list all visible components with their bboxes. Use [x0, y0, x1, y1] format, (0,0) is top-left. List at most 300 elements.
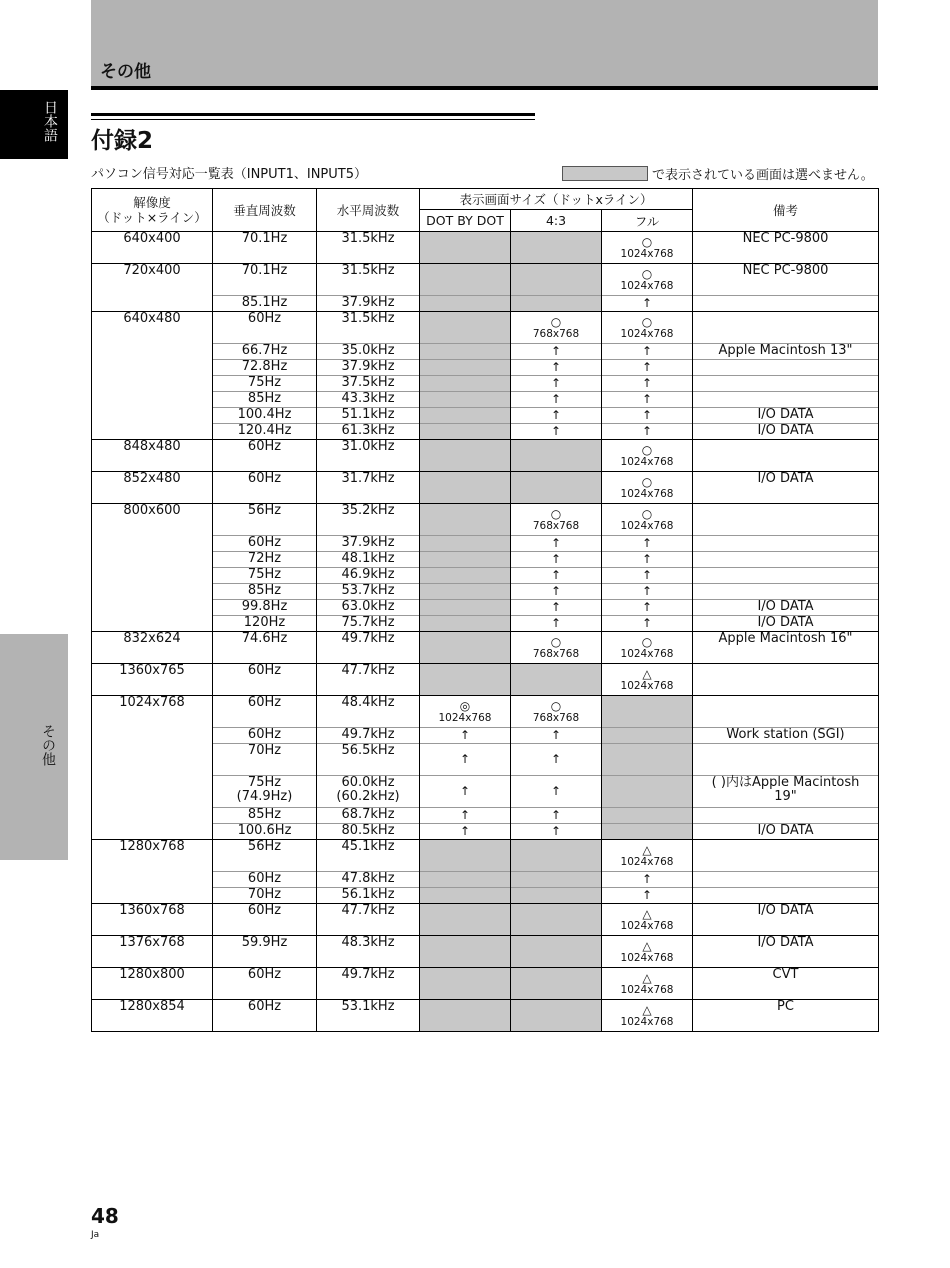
table-row	[92, 600, 879, 616]
cell-remarks	[693, 504, 879, 536]
table-row	[92, 232, 879, 264]
cell-ratio-4-3-mark: ○	[550, 698, 562, 713]
cell-full-mark: ↑	[641, 888, 653, 902]
table-row	[92, 472, 879, 504]
cell-ratio-4-3	[511, 936, 602, 968]
table-row	[92, 904, 879, 936]
cell-dot-by-dot	[420, 664, 511, 696]
table-row	[92, 824, 879, 840]
cell-resolution	[92, 600, 213, 616]
cell-ratio-4-3-resolution: 768x768	[532, 327, 580, 340]
cell-full	[602, 376, 693, 392]
cell-remarks: ( )内はApple Macintosh 19"	[693, 776, 879, 808]
cell-dot-by-dot	[420, 264, 511, 296]
cell-horizontal-frequency: 48.3kHz	[317, 936, 420, 968]
cell-ratio-4-3	[511, 968, 602, 1000]
cell-remarks	[693, 392, 879, 408]
cell-resolution: 1360x768	[92, 904, 213, 936]
cell-resolution: 852x480	[92, 472, 213, 504]
cell-horizontal-frequency: 35.2kHz	[317, 504, 420, 536]
cell-ratio-4-3	[511, 664, 602, 696]
page-number: 48	[91, 1204, 119, 1228]
cell-ratio-4-3-mark: ↑	[550, 728, 562, 742]
cell-full	[602, 808, 693, 824]
cell-full	[602, 968, 693, 1000]
table-row	[92, 776, 879, 808]
cell-dot-by-dot	[420, 568, 511, 584]
cell-full	[602, 824, 693, 840]
cell-vertical-frequency: 75Hz (74.9Hz)	[213, 776, 317, 808]
cell-ratio-4-3	[511, 776, 602, 808]
cell-full-mark: ↑	[641, 376, 653, 390]
table-row	[92, 568, 879, 584]
cell-dot-by-dot-mark: ↑	[459, 824, 471, 838]
table-body	[92, 232, 879, 1032]
cell-ratio-4-3-mark: ↑	[550, 784, 562, 798]
cell-horizontal-frequency: 75.7kHz	[317, 616, 420, 632]
cell-resolution: 1376x768	[92, 936, 213, 968]
cell-ratio-4-3-mark: ↑	[550, 824, 562, 838]
table-row	[92, 536, 879, 552]
cell-vertical-frequency: 60Hz	[213, 664, 317, 696]
cell-ratio-4-3-mark: ↑	[550, 568, 562, 582]
cell-vertical-frequency: 60Hz	[213, 904, 317, 936]
header-bar	[91, 0, 878, 86]
table-row	[92, 696, 879, 728]
cell-resolution	[92, 360, 213, 376]
cell-resolution	[92, 552, 213, 568]
cell-horizontal-frequency: 43.3kHz	[317, 392, 420, 408]
cell-resolution: 832x624	[92, 632, 213, 664]
cell-ratio-4-3-mark: ↑	[550, 392, 562, 406]
cell-vertical-frequency: 60Hz	[213, 312, 317, 344]
cell-dot-by-dot	[420, 824, 511, 840]
cell-full-resolution: 1024x768	[620, 455, 674, 468]
cell-ratio-4-3-mark: ↑	[550, 752, 562, 766]
cell-ratio-4-3	[511, 696, 602, 728]
cell-remarks	[693, 744, 879, 776]
cell-ratio-4-3-resolution: 768x768	[532, 711, 580, 724]
cell-resolution	[92, 872, 213, 888]
cell-full-mark: ○	[641, 234, 653, 249]
cell-ratio-4-3	[511, 392, 602, 408]
cell-remarks	[693, 568, 879, 584]
cell-remarks: PC	[693, 1000, 879, 1032]
cell-vertical-frequency: 70Hz	[213, 744, 317, 776]
cell-ratio-4-3-mark: ↑	[550, 584, 562, 598]
header-resolution: 解像度 （ドット×ライン）	[92, 189, 213, 232]
cell-full-mark: ↑	[641, 584, 653, 598]
table-row	[92, 584, 879, 600]
cell-ratio-4-3	[511, 360, 602, 376]
header-rule	[91, 86, 878, 90]
cell-ratio-4-3-mark: ○	[550, 634, 562, 649]
cell-full	[602, 872, 693, 888]
cell-ratio-4-3	[511, 840, 602, 872]
cell-remarks: I/O DATA	[693, 472, 879, 504]
cell-resolution: 1280x800	[92, 968, 213, 1000]
cell-dot-by-dot	[420, 808, 511, 824]
cell-full	[602, 344, 693, 360]
cell-remarks	[693, 696, 879, 728]
cell-full-resolution: 1024x768	[620, 519, 674, 532]
legend-swatch	[562, 166, 648, 181]
title-rule-thin	[91, 119, 535, 120]
cell-horizontal-frequency: 49.7kHz	[317, 728, 420, 744]
cell-full	[602, 408, 693, 424]
cell-full	[602, 536, 693, 552]
cell-horizontal-frequency: 37.9kHz	[317, 536, 420, 552]
cell-full	[602, 312, 693, 344]
cell-dot-by-dot	[420, 472, 511, 504]
cell-full-resolution: 1024x768	[620, 487, 674, 500]
cell-full-resolution: 1024x768	[620, 919, 674, 932]
cell-ratio-4-3-mark: ↑	[550, 616, 562, 630]
cell-vertical-frequency: 60Hz	[213, 696, 317, 728]
cell-horizontal-frequency: 47.8kHz	[317, 872, 420, 888]
cell-resolution: 1280x854	[92, 1000, 213, 1032]
cell-full	[602, 296, 693, 312]
cell-dot-by-dot	[420, 536, 511, 552]
cell-resolution: 1360x765	[92, 664, 213, 696]
cell-remarks: Apple Macintosh 13"	[693, 344, 879, 360]
cell-horizontal-frequency: 35.0kHz	[317, 344, 420, 360]
cell-remarks: I/O DATA	[693, 616, 879, 632]
cell-remarks	[693, 840, 879, 872]
cell-full-resolution: 1024x768	[620, 679, 674, 692]
cell-horizontal-frequency: 48.4kHz	[317, 696, 420, 728]
language-tab-label: 日本語	[42, 100, 58, 142]
cell-full-mark: ○	[641, 266, 653, 281]
cell-resolution: 1024x768	[92, 696, 213, 728]
cell-remarks	[693, 584, 879, 600]
cell-ratio-4-3	[511, 824, 602, 840]
cell-full-resolution: 1024x768	[620, 951, 674, 964]
cell-ratio-4-3	[511, 552, 602, 568]
legend-text: で表示されている画面は選べません。	[652, 168, 874, 183]
cell-vertical-frequency: 56Hz	[213, 504, 317, 536]
cell-full-mark: ○	[641, 442, 653, 457]
cell-resolution	[92, 584, 213, 600]
cell-full	[602, 904, 693, 936]
cell-ratio-4-3-mark: ↑	[550, 600, 562, 614]
page-language-code: Ja	[91, 1230, 100, 1240]
cell-remarks: I/O DATA	[693, 936, 879, 968]
cell-full-mark: ○	[641, 474, 653, 489]
cell-resolution: 720x400	[92, 264, 213, 296]
cell-ratio-4-3	[511, 568, 602, 584]
cell-horizontal-frequency: 31.5kHz	[317, 232, 420, 264]
cell-horizontal-frequency: 49.7kHz	[317, 632, 420, 664]
cell-remarks: I/O DATA	[693, 424, 879, 440]
cell-ratio-4-3	[511, 424, 602, 440]
cell-vertical-frequency: 75Hz	[213, 568, 317, 584]
cell-ratio-4-3	[511, 872, 602, 888]
cell-full	[602, 632, 693, 664]
cell-resolution	[92, 568, 213, 584]
cell-remarks: Apple Macintosh 16"	[693, 632, 879, 664]
cell-resolution	[92, 392, 213, 408]
cell-dot-by-dot-resolution: 1024x768	[438, 711, 492, 724]
table-row	[92, 936, 879, 968]
cell-dot-by-dot	[420, 392, 511, 408]
cell-ratio-4-3-resolution: 768x768	[532, 519, 580, 532]
cell-ratio-4-3	[511, 632, 602, 664]
cell-full-mark: ○	[641, 314, 653, 329]
cell-resolution	[92, 744, 213, 776]
cell-full-mark: ↑	[641, 568, 653, 582]
cell-horizontal-frequency: 37.5kHz	[317, 376, 420, 392]
cell-full-mark: ↑	[641, 408, 653, 422]
cell-vertical-frequency: 60Hz	[213, 872, 317, 888]
cell-ratio-4-3	[511, 584, 602, 600]
cell-dot-by-dot	[420, 888, 511, 904]
cell-horizontal-frequency: 31.5kHz	[317, 264, 420, 296]
table-row	[92, 392, 879, 408]
cell-remarks	[693, 296, 879, 312]
cell-vertical-frequency: 75Hz	[213, 376, 317, 392]
cell-vertical-frequency: 59.9Hz	[213, 936, 317, 968]
cell-ratio-4-3	[511, 904, 602, 936]
cell-horizontal-frequency: 63.0kHz	[317, 600, 420, 616]
cell-horizontal-frequency: 51.1kHz	[317, 408, 420, 424]
cell-full	[602, 888, 693, 904]
table-row	[92, 312, 879, 344]
cell-ratio-4-3	[511, 728, 602, 744]
cell-vertical-frequency: 120.4Hz	[213, 424, 317, 440]
cell-ratio-4-3-mark: ↑	[550, 376, 562, 390]
cell-ratio-4-3-mark: ↑	[550, 536, 562, 550]
cell-resolution	[92, 376, 213, 392]
cell-horizontal-frequency: 53.1kHz	[317, 1000, 420, 1032]
cell-resolution: 848x480	[92, 440, 213, 472]
title-rule	[91, 113, 535, 116]
cell-resolution	[92, 824, 213, 840]
cell-resolution	[92, 776, 213, 808]
cell-vertical-frequency: 74.6Hz	[213, 632, 317, 664]
cell-dot-by-dot	[420, 744, 511, 776]
cell-ratio-4-3	[511, 1000, 602, 1032]
cell-full-mark: △	[642, 666, 652, 681]
table-row	[92, 888, 879, 904]
cell-full	[602, 584, 693, 600]
cell-full	[602, 440, 693, 472]
cell-dot-by-dot	[420, 616, 511, 632]
cell-vertical-frequency: 85Hz	[213, 808, 317, 824]
language-tab	[0, 90, 68, 159]
cell-dot-by-dot	[420, 904, 511, 936]
cell-resolution	[92, 408, 213, 424]
cell-resolution	[92, 888, 213, 904]
table-row	[92, 264, 879, 296]
cell-ratio-4-3-mark: ↑	[550, 552, 562, 566]
cell-horizontal-frequency: 56.5kHz	[317, 744, 420, 776]
table-row	[92, 360, 879, 376]
cell-full	[602, 776, 693, 808]
cell-dot-by-dot	[420, 696, 511, 728]
cell-full-resolution: 1024x768	[620, 855, 674, 868]
cell-full	[602, 392, 693, 408]
cell-ratio-4-3	[511, 616, 602, 632]
table-row	[92, 616, 879, 632]
cell-ratio-4-3	[511, 232, 602, 264]
cell-dot-by-dot	[420, 872, 511, 888]
cell-ratio-4-3	[511, 808, 602, 824]
cell-vertical-frequency: 66.7Hz	[213, 344, 317, 360]
cell-remarks: I/O DATA	[693, 600, 879, 616]
cell-vertical-frequency: 72Hz	[213, 552, 317, 568]
cell-remarks	[693, 376, 879, 392]
cell-full-mark: △	[642, 970, 652, 985]
cell-full	[602, 728, 693, 744]
cell-full-mark: △	[642, 1002, 652, 1017]
section-tab-label: その他	[40, 724, 56, 766]
cell-dot-by-dot	[420, 968, 511, 1000]
cell-dot-by-dot	[420, 584, 511, 600]
cell-vertical-frequency: 85.1Hz	[213, 296, 317, 312]
cell-resolution	[92, 296, 213, 312]
cell-horizontal-frequency: 37.9kHz	[317, 360, 420, 376]
table-row	[92, 440, 879, 472]
cell-full-mark: △	[642, 906, 652, 921]
cell-full-mark: ↑	[641, 536, 653, 550]
cell-vertical-frequency: 60Hz	[213, 728, 317, 744]
header-dot-by-dot: DOT BY DOT	[420, 210, 511, 232]
cell-horizontal-frequency: 49.7kHz	[317, 968, 420, 1000]
header-section-title: その他	[100, 62, 151, 82]
cell-ratio-4-3	[511, 504, 602, 536]
cell-resolution	[92, 616, 213, 632]
cell-vertical-frequency: 72.8Hz	[213, 360, 317, 376]
cell-vertical-frequency: 99.8Hz	[213, 600, 317, 616]
cell-dot-by-dot	[420, 376, 511, 392]
cell-horizontal-frequency: 47.7kHz	[317, 904, 420, 936]
cell-horizontal-frequency: 31.0kHz	[317, 440, 420, 472]
cell-dot-by-dot	[420, 344, 511, 360]
cell-resolution	[92, 728, 213, 744]
cell-full-resolution: 1024x768	[620, 247, 674, 260]
cell-dot-by-dot	[420, 408, 511, 424]
cell-dot-by-dot	[420, 632, 511, 664]
cell-remarks: I/O DATA	[693, 904, 879, 936]
cell-ratio-4-3	[511, 536, 602, 552]
cell-resolution	[92, 424, 213, 440]
cell-horizontal-frequency: 80.5kHz	[317, 824, 420, 840]
cell-ratio-4-3-mark: ↑	[550, 424, 562, 438]
table-row	[92, 840, 879, 872]
signal-table	[91, 188, 879, 1032]
cell-ratio-4-3-mark: ↑	[550, 408, 562, 422]
cell-remarks	[693, 872, 879, 888]
cell-ratio-4-3-mark: ○	[550, 314, 562, 329]
table-row	[92, 552, 879, 568]
table-row	[92, 296, 879, 312]
cell-vertical-frequency: 85Hz	[213, 584, 317, 600]
cell-full	[602, 424, 693, 440]
section-tab	[0, 634, 68, 860]
cell-remarks: CVT	[693, 968, 879, 1000]
cell-full-mark: ↑	[641, 424, 653, 438]
cell-dot-by-dot	[420, 232, 511, 264]
cell-vertical-frequency: 100.4Hz	[213, 408, 317, 424]
cell-ratio-4-3	[511, 296, 602, 312]
header-full: フル	[602, 210, 693, 232]
cell-resolution: 1280x768	[92, 840, 213, 872]
cell-full-resolution: 1024x768	[620, 327, 674, 340]
cell-full	[602, 552, 693, 568]
cell-vertical-frequency: 100.6Hz	[213, 824, 317, 840]
cell-vertical-frequency: 70.1Hz	[213, 232, 317, 264]
cell-full-mark: ↑	[641, 616, 653, 630]
cell-full-mark: △	[642, 938, 652, 953]
cell-ratio-4-3	[511, 472, 602, 504]
cell-vertical-frequency: 70Hz	[213, 888, 317, 904]
table-row	[92, 744, 879, 776]
cell-remarks: I/O DATA	[693, 408, 879, 424]
cell-ratio-4-3	[511, 440, 602, 472]
cell-vertical-frequency: 60Hz	[213, 968, 317, 1000]
header-horizontal-frequency: 水平周波数	[317, 189, 420, 232]
table-row	[92, 376, 879, 392]
cell-full-mark: ↑	[641, 552, 653, 566]
cell-vertical-frequency: 70.1Hz	[213, 264, 317, 296]
table-row	[92, 344, 879, 360]
cell-remarks	[693, 664, 879, 696]
cell-full-mark: ↑	[641, 296, 653, 310]
cell-full	[602, 264, 693, 296]
cell-dot-by-dot-mark: ↑	[459, 808, 471, 822]
cell-vertical-frequency: 60Hz	[213, 1000, 317, 1032]
cell-dot-by-dot	[420, 1000, 511, 1032]
cell-dot-by-dot-mark: ↑	[459, 728, 471, 742]
table-row	[92, 664, 879, 696]
cell-full-resolution: 1024x768	[620, 1015, 674, 1028]
cell-full	[602, 664, 693, 696]
cell-ratio-4-3-mark: ↑	[550, 808, 562, 822]
table-row	[92, 632, 879, 664]
cell-vertical-frequency: 60Hz	[213, 472, 317, 504]
cell-resolution: 640x400	[92, 232, 213, 264]
cell-full-mark: ↑	[641, 600, 653, 614]
cell-ratio-4-3-resolution: 768x768	[532, 647, 580, 660]
table-row	[92, 968, 879, 1000]
cell-dot-by-dot	[420, 840, 511, 872]
cell-remarks	[693, 360, 879, 376]
header-remarks: 備考	[693, 189, 879, 232]
cell-horizontal-frequency: 31.7kHz	[317, 472, 420, 504]
cell-horizontal-frequency: 47.7kHz	[317, 664, 420, 696]
cell-remarks: I/O DATA	[693, 824, 879, 840]
cell-horizontal-frequency: 68.7kHz	[317, 808, 420, 824]
cell-dot-by-dot	[420, 504, 511, 536]
cell-full-mark: ↑	[641, 392, 653, 406]
cell-full-resolution: 1024x768	[620, 279, 674, 292]
header-display-size: 表示画面サイズ（ドットxライン）	[420, 189, 693, 210]
cell-dot-by-dot-mark: ↑	[459, 752, 471, 766]
cell-ratio-4-3	[511, 376, 602, 392]
cell-vertical-frequency: 85Hz	[213, 392, 317, 408]
cell-horizontal-frequency: 61.3kHz	[317, 424, 420, 440]
table-row	[92, 504, 879, 536]
cell-remarks: NEC PC-9800	[693, 264, 879, 296]
cell-remarks	[693, 552, 879, 568]
cell-remarks	[693, 808, 879, 824]
table-row	[92, 424, 879, 440]
cell-remarks: Work station (SGI)	[693, 728, 879, 744]
cell-full	[602, 696, 693, 728]
table-row	[92, 728, 879, 744]
cell-dot-by-dot	[420, 296, 511, 312]
